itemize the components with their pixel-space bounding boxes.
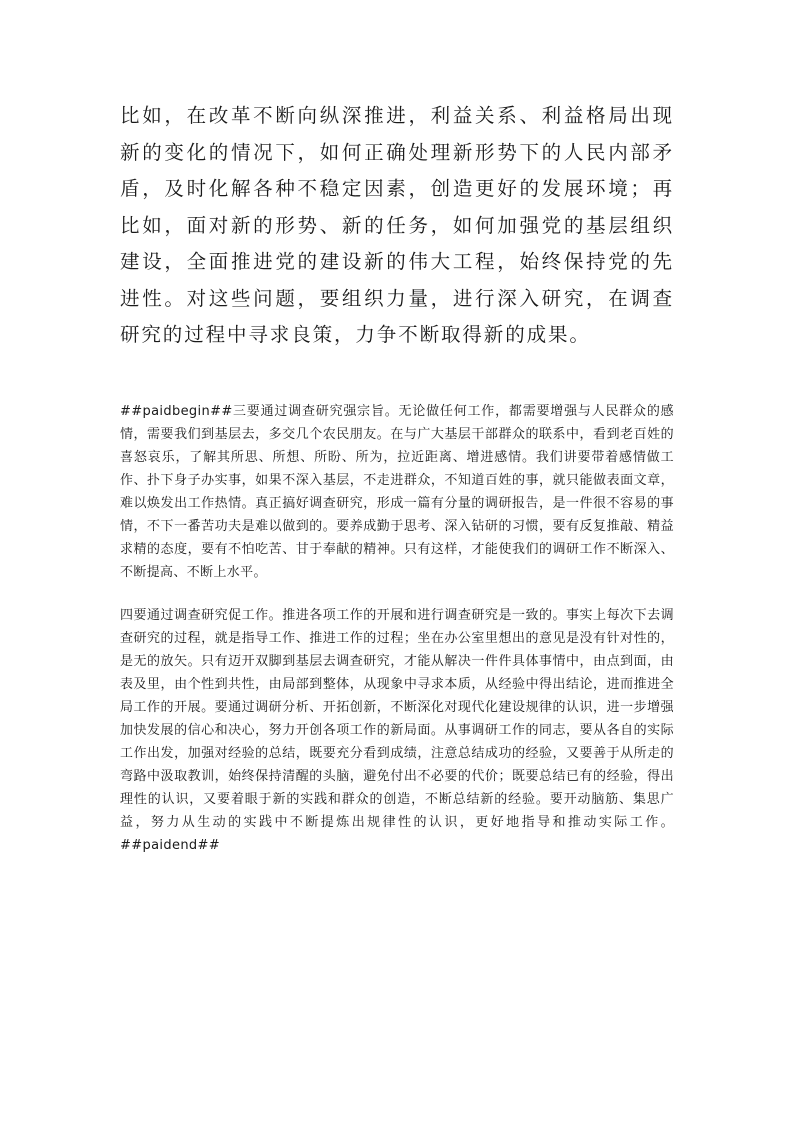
- paragraph-research-work: 四要通过调查研究促工作。推进各项工作的开展和进行调查研究是一致的。事实上每次下去调查研究的过程，就是指导工作、推进工作的过程；坐在办公室里想出的意见是没有针对性的，是无的放矢。只有迈开双脚到基层去调查研究，才能从解决一件件具体事情中，由点到面，由表及里，由个性到共性，由局部到整体，从现象中寻求本质，从经验中得出结论，进而推进全局工作的开展。要通过调研分析、开拓创新，不断深化对现代化建设规律的认识，进一步增强加快发展的信心和决心，努力开创各项工作的新局面。从事调研工作的同志，要从各自的实际工作出发，加强对经验的总结，既要充分看到成绩，注意总结成功的经验，又要善于从所走的弯路中汲取教训，始终保持清醒的头脑，避免付出不必要的代价；既要总结已有的经验，得出理性的认识，又要着眼于新的实践和群众的创造，不断总结新的经验。要开动脑筋、集思广益，努力从生动的实践中不断提炼出规律性的认识，更好地指导和推动实际工作。##paidend##: [120, 608, 674, 853]
- paragraph-research-purpose: ##paidbegin##三要通过调查研究强宗旨。无论做任何工作，都需要增强与人民群众的感情，需要我们到基层去，多交几个农民朋友。在与广大基层干部群众的联系中，看到老百姓的喜怒哀乐，了解其所思、所想、所盼、所为，拉近距离、增进感情。我们讲要带着感情做工作、扑下身子办实事，如果不深入基层，不走进群众，不知道百姓的事，就只能做表面文章，难以焕发出工作热情。真正搞好调查研究，形成一篇有分量的调研报告，是一件很不容易的事情，不下一番苦功夫是难以做到的。要养成勤于思考、深入钻研的习惯，要有反复推敲、精益求精的态度，要有不怕吃苦、甘于奉献的精神。只有这样，才能使我们的调研工作不断深入、不断提高、不断上水平。: [120, 404, 674, 580]
- paragraph-research-examples: 比如，在改革不断向纵深推进，利益关系、利益格局出现新的变化的情况下，如何正确处理新形势下的人民内部矛盾，及时化解各种不稳定因素，创造更好的发展环境；再比如，面对新的形势、新的任务，如何加强党的基层组织建设，全面推进党的建设新的伟大工程，始终保持党的先进性。对这些问题，要组织力量，进行深入研究，在调查研究的过程中寻求良策，力争不断取得新的成果。: [120, 104, 674, 346]
